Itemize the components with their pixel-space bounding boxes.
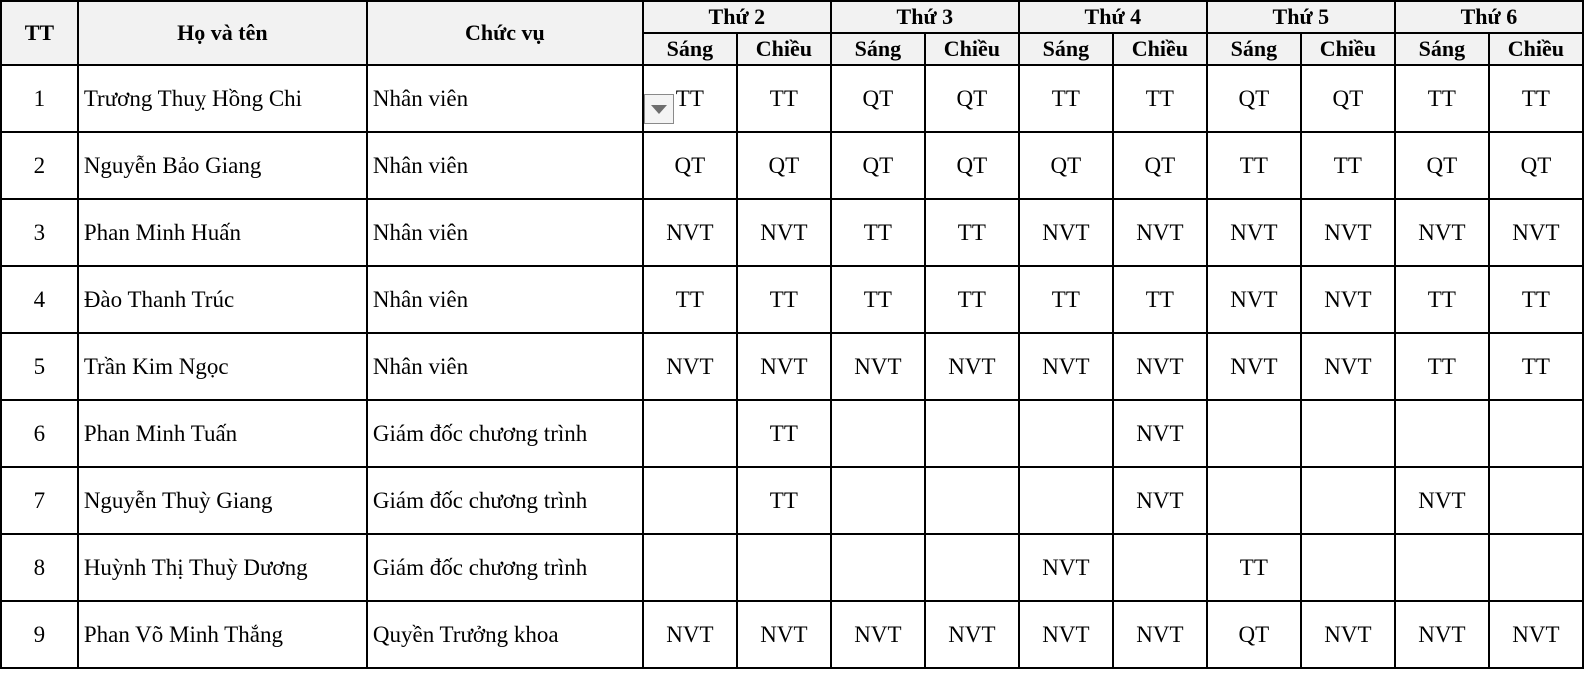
row-index[interactable]: 7 [1, 467, 78, 534]
schedule-value: TT [1239, 152, 1268, 178]
header-day-fri: Thứ 6 [1395, 1, 1583, 33]
schedule-cell[interactable] [1113, 534, 1207, 601]
row-index[interactable]: 6 [1, 400, 78, 467]
schedule-cell[interactable] [1207, 199, 1301, 266]
schedule-value: NVT [1324, 621, 1372, 647]
schedule-cell[interactable] [737, 467, 831, 534]
schedule-value: NVT [1418, 621, 1466, 647]
schedule-cell[interactable] [1113, 467, 1207, 534]
schedule-value: TT [1427, 286, 1456, 312]
schedule-cell[interactable] [643, 199, 737, 266]
header-role: Chức vụ [367, 1, 643, 65]
table-row [1, 199, 1583, 266]
schedule-value: TT [1239, 554, 1268, 580]
schedule-value: NVT [666, 219, 714, 245]
schedule-value: NVT [760, 353, 808, 379]
header-day-thu: Thứ 5 [1207, 1, 1395, 33]
schedule-cell[interactable] [643, 534, 737, 601]
schedule-value: TT [675, 85, 704, 111]
schedule-cell[interactable] [1019, 333, 1113, 400]
schedule-cell[interactable] [831, 467, 925, 534]
schedule-value: NVT [948, 353, 996, 379]
employee-role[interactable]: Nhân viên [367, 65, 643, 132]
schedule-cell[interactable] [643, 266, 737, 333]
schedule-value: QT [956, 152, 988, 178]
header-tt: TT [1, 1, 78, 65]
employee-name[interactable]: Phan Minh Tuấn [78, 400, 367, 467]
schedule-value: TT [769, 286, 798, 312]
schedule-cell[interactable] [1301, 65, 1395, 132]
employee-name[interactable]: Huỳnh Thị Thuỳ Dương [78, 534, 367, 601]
schedule-cell[interactable] [925, 132, 1019, 199]
schedule-value: TT [1521, 353, 1550, 379]
schedule-value: QT [862, 85, 894, 111]
employee-role[interactable]: Nhân viên [367, 132, 643, 199]
schedule-value: NVT [1324, 219, 1372, 245]
schedule-cell[interactable] [737, 601, 831, 668]
schedule-cell[interactable] [643, 400, 737, 467]
schedule-cell[interactable] [831, 400, 925, 467]
employee-role[interactable]: Giám đốc chương trình [367, 534, 643, 601]
schedule-value: TT [863, 286, 892, 312]
schedule-cell[interactable] [1301, 534, 1395, 601]
schedule-cell[interactable] [1019, 601, 1113, 668]
header-session: Chiều [737, 33, 831, 65]
schedule-value: QT [956, 85, 988, 111]
table-row [1, 132, 1583, 199]
header-day-mon: Thứ 2 [643, 1, 831, 33]
schedule-value: TT [1145, 286, 1174, 312]
row-index[interactable]: 2 [1, 132, 78, 199]
schedule-value: TT [1521, 286, 1550, 312]
schedule-cell[interactable] [1395, 266, 1489, 333]
schedule-cell[interactable] [1113, 601, 1207, 668]
header-session: Sáng [831, 33, 925, 65]
schedule-cell[interactable] [1207, 534, 1301, 601]
schedule-value: NVT [1136, 621, 1184, 647]
schedule-value: NVT [1324, 353, 1372, 379]
schedule-cell[interactable] [925, 400, 1019, 467]
schedule-cell[interactable] [643, 65, 737, 132]
header-name: Họ và tên [78, 1, 367, 65]
schedule-cell[interactable] [1395, 601, 1489, 668]
schedule-cell[interactable] [1489, 333, 1583, 400]
employee-role[interactable]: Nhân viên [367, 333, 643, 400]
schedule-value: NVT [854, 621, 902, 647]
schedule-cell[interactable] [1207, 400, 1301, 467]
schedule-cell[interactable] [643, 601, 737, 668]
schedule-value: NVT [1136, 353, 1184, 379]
schedule-cell[interactable] [1489, 266, 1583, 333]
header-day-tue: Thứ 3 [831, 1, 1019, 33]
schedule-value: TT [863, 219, 892, 245]
schedule-value: QT [674, 152, 706, 178]
schedule-cell[interactable] [1019, 534, 1113, 601]
schedule-cell[interactable] [737, 132, 831, 199]
schedule-value: NVT [1042, 353, 1090, 379]
schedule-value: NVT [1042, 219, 1090, 245]
schedule-cell[interactable] [925, 199, 1019, 266]
schedule-cell[interactable] [925, 333, 1019, 400]
schedule-value: NVT [1512, 219, 1560, 245]
schedule-value: QT [1426, 152, 1458, 178]
schedule-value: QT [1332, 85, 1364, 111]
schedule-cell[interactable] [737, 400, 831, 467]
schedule-cell[interactable] [925, 601, 1019, 668]
schedule-cell[interactable] [643, 333, 737, 400]
header-session: Chiều [925, 33, 1019, 65]
table-row [1, 400, 1583, 467]
schedule-cell[interactable] [1301, 400, 1395, 467]
schedule-cell[interactable] [1395, 467, 1489, 534]
schedule-cell[interactable] [737, 333, 831, 400]
schedule-cell[interactable] [1019, 400, 1113, 467]
schedule-cell[interactable] [831, 132, 925, 199]
schedule-cell[interactable] [1113, 333, 1207, 400]
schedule-cell[interactable] [925, 65, 1019, 132]
schedule-cell[interactable] [643, 132, 737, 199]
schedule-value: TT [769, 487, 798, 513]
schedule-cell[interactable] [1019, 266, 1113, 333]
schedule-cell[interactable] [925, 467, 1019, 534]
table-row [1, 534, 1583, 601]
schedule-cell[interactable] [1395, 400, 1489, 467]
employee-name[interactable]: Nguyễn Bảo Giang [78, 132, 367, 199]
schedule-value: TT [1051, 286, 1080, 312]
schedule-cell[interactable] [1489, 534, 1583, 601]
schedule-cell[interactable] [1395, 65, 1489, 132]
schedule-value: QT [1050, 152, 1082, 178]
employee-role[interactable]: Nhân viên [367, 199, 643, 266]
employee-role[interactable]: Giám đốc chương trình [367, 467, 643, 534]
schedule-cell[interactable] [1395, 199, 1489, 266]
schedule-cell[interactable] [1207, 467, 1301, 534]
schedule-cell[interactable] [1113, 400, 1207, 467]
header-session: Sáng [1019, 33, 1113, 65]
employee-name[interactable]: Trương Thuỵ Hồng Chi [78, 65, 367, 132]
schedule-value: TT [1521, 85, 1550, 111]
schedule-value: TT [1333, 152, 1362, 178]
schedule-value: NVT [1136, 219, 1184, 245]
schedule-value: TT [675, 286, 704, 312]
employee-role[interactable]: Giám đốc chương trình [367, 400, 643, 467]
schedule-cell[interactable] [1489, 132, 1583, 199]
schedule-value: TT [1427, 85, 1456, 111]
schedule-value: TT [769, 85, 798, 111]
table-row [1, 333, 1583, 400]
schedule-cell[interactable] [643, 467, 737, 534]
schedule-cell[interactable] [831, 534, 925, 601]
table-row [1, 65, 1583, 132]
employee-name[interactable]: Phan Võ Minh Thắng [78, 601, 367, 668]
schedule-cell[interactable] [925, 534, 1019, 601]
schedule-value: NVT [854, 353, 902, 379]
schedule-value: NVT [1230, 219, 1278, 245]
header-session: Chiều [1301, 33, 1395, 65]
schedule-cell[interactable] [1489, 199, 1583, 266]
schedule-value: QT [1520, 152, 1552, 178]
schedule-cell[interactable] [1489, 467, 1583, 534]
schedule-cell[interactable] [1113, 199, 1207, 266]
schedule-cell[interactable] [1019, 467, 1113, 534]
employee-role[interactable]: Quyền Trưởng khoa [367, 601, 643, 668]
schedule-value: NVT [1418, 219, 1466, 245]
schedule-value: NVT [948, 621, 996, 647]
table-row [1, 601, 1583, 668]
schedule-value: TT [1427, 353, 1456, 379]
row-index[interactable]: 1 [1, 65, 78, 132]
employee-role[interactable]: Nhân viên [367, 266, 643, 333]
table-row [1, 467, 1583, 534]
schedule-cell[interactable] [1019, 65, 1113, 132]
schedule-cell[interactable] [831, 601, 925, 668]
schedule-cell[interactable] [1395, 534, 1489, 601]
schedule-value: NVT [760, 219, 808, 245]
chevron-down-icon[interactable] [644, 94, 674, 124]
schedule-value: NVT [1230, 353, 1278, 379]
schedule-cell[interactable] [1207, 266, 1301, 333]
header-session: Sáng [1207, 33, 1301, 65]
schedule-cell[interactable] [1489, 65, 1583, 132]
schedule-cell[interactable] [925, 266, 1019, 333]
schedule-value: TT [769, 420, 798, 446]
schedule-cell[interactable] [1019, 199, 1113, 266]
row-index[interactable]: 5 [1, 333, 78, 400]
employee-name[interactable]: Nguyễn Thuỳ Giang [78, 467, 367, 534]
schedule-value: QT [862, 152, 894, 178]
schedule-cell[interactable] [1395, 132, 1489, 199]
schedule-cell[interactable] [1301, 601, 1395, 668]
schedule-cell[interactable] [737, 199, 831, 266]
schedule-value: QT [1238, 85, 1270, 111]
employee-name[interactable]: Trần Kim Ngọc [78, 333, 367, 400]
schedule-value: NVT [666, 353, 714, 379]
schedule-cell[interactable] [831, 266, 925, 333]
employee-name[interactable]: Đào Thanh Trúc [78, 266, 367, 333]
schedule-cell[interactable] [1489, 601, 1583, 668]
header-day-wed: Thứ 4 [1019, 1, 1207, 33]
row-index[interactable]: 4 [1, 266, 78, 333]
schedule-cell[interactable] [1207, 601, 1301, 668]
schedule-value: NVT [1136, 420, 1184, 446]
schedule-cell[interactable] [737, 266, 831, 333]
schedule-cell[interactable] [1301, 199, 1395, 266]
schedule-cell[interactable] [1301, 266, 1395, 333]
row-index[interactable]: 3 [1, 199, 78, 266]
schedule-cell[interactable] [831, 65, 925, 132]
schedule-value: NVT [760, 621, 808, 647]
schedule-cell[interactable] [1113, 132, 1207, 199]
header-session: Sáng [1395, 33, 1489, 65]
schedule-cell[interactable] [737, 534, 831, 601]
schedule-value: NVT [1136, 487, 1184, 513]
schedule-value: QT [1144, 152, 1176, 178]
schedule-cell[interactable] [1395, 333, 1489, 400]
header-session: Chiều [1489, 33, 1583, 65]
schedule-value: NVT [666, 621, 714, 647]
schedule-cell[interactable] [1301, 132, 1395, 199]
schedule-cell[interactable] [1207, 333, 1301, 400]
schedule-cell[interactable] [1207, 132, 1301, 199]
schedule-cell[interactable] [737, 65, 831, 132]
schedule-value: QT [768, 152, 800, 178]
schedule-value: NVT [1042, 554, 1090, 580]
header-session: Sáng [643, 33, 737, 65]
schedule-value: NVT [1042, 621, 1090, 647]
schedule-value: NVT [1512, 621, 1560, 647]
row-index[interactable]: 9 [1, 601, 78, 668]
schedule-value: TT [957, 286, 986, 312]
row-index[interactable]: 8 [1, 534, 78, 601]
schedule-value: NVT [1324, 286, 1372, 312]
schedule-cell[interactable] [831, 199, 925, 266]
employee-name[interactable]: Phan Minh Huấn [78, 199, 367, 266]
schedule-cell[interactable] [831, 333, 925, 400]
schedule-cell[interactable] [1113, 266, 1207, 333]
schedule-value: NVT [1230, 286, 1278, 312]
schedule-cell[interactable] [1113, 65, 1207, 132]
table-row [1, 266, 1583, 333]
schedule-cell[interactable] [1301, 333, 1395, 400]
schedule-value: QT [1238, 621, 1270, 647]
schedule-value: TT [1145, 85, 1174, 111]
schedule-value: TT [957, 219, 986, 245]
schedule-value: NVT [1418, 487, 1466, 513]
schedule-cell[interactable] [1301, 467, 1395, 534]
header-session: Chiều [1113, 33, 1207, 65]
schedule-cell[interactable] [1207, 65, 1301, 132]
schedule-cell[interactable] [1019, 132, 1113, 199]
schedule-value: TT [1051, 85, 1080, 111]
schedule-cell[interactable] [1489, 400, 1583, 467]
